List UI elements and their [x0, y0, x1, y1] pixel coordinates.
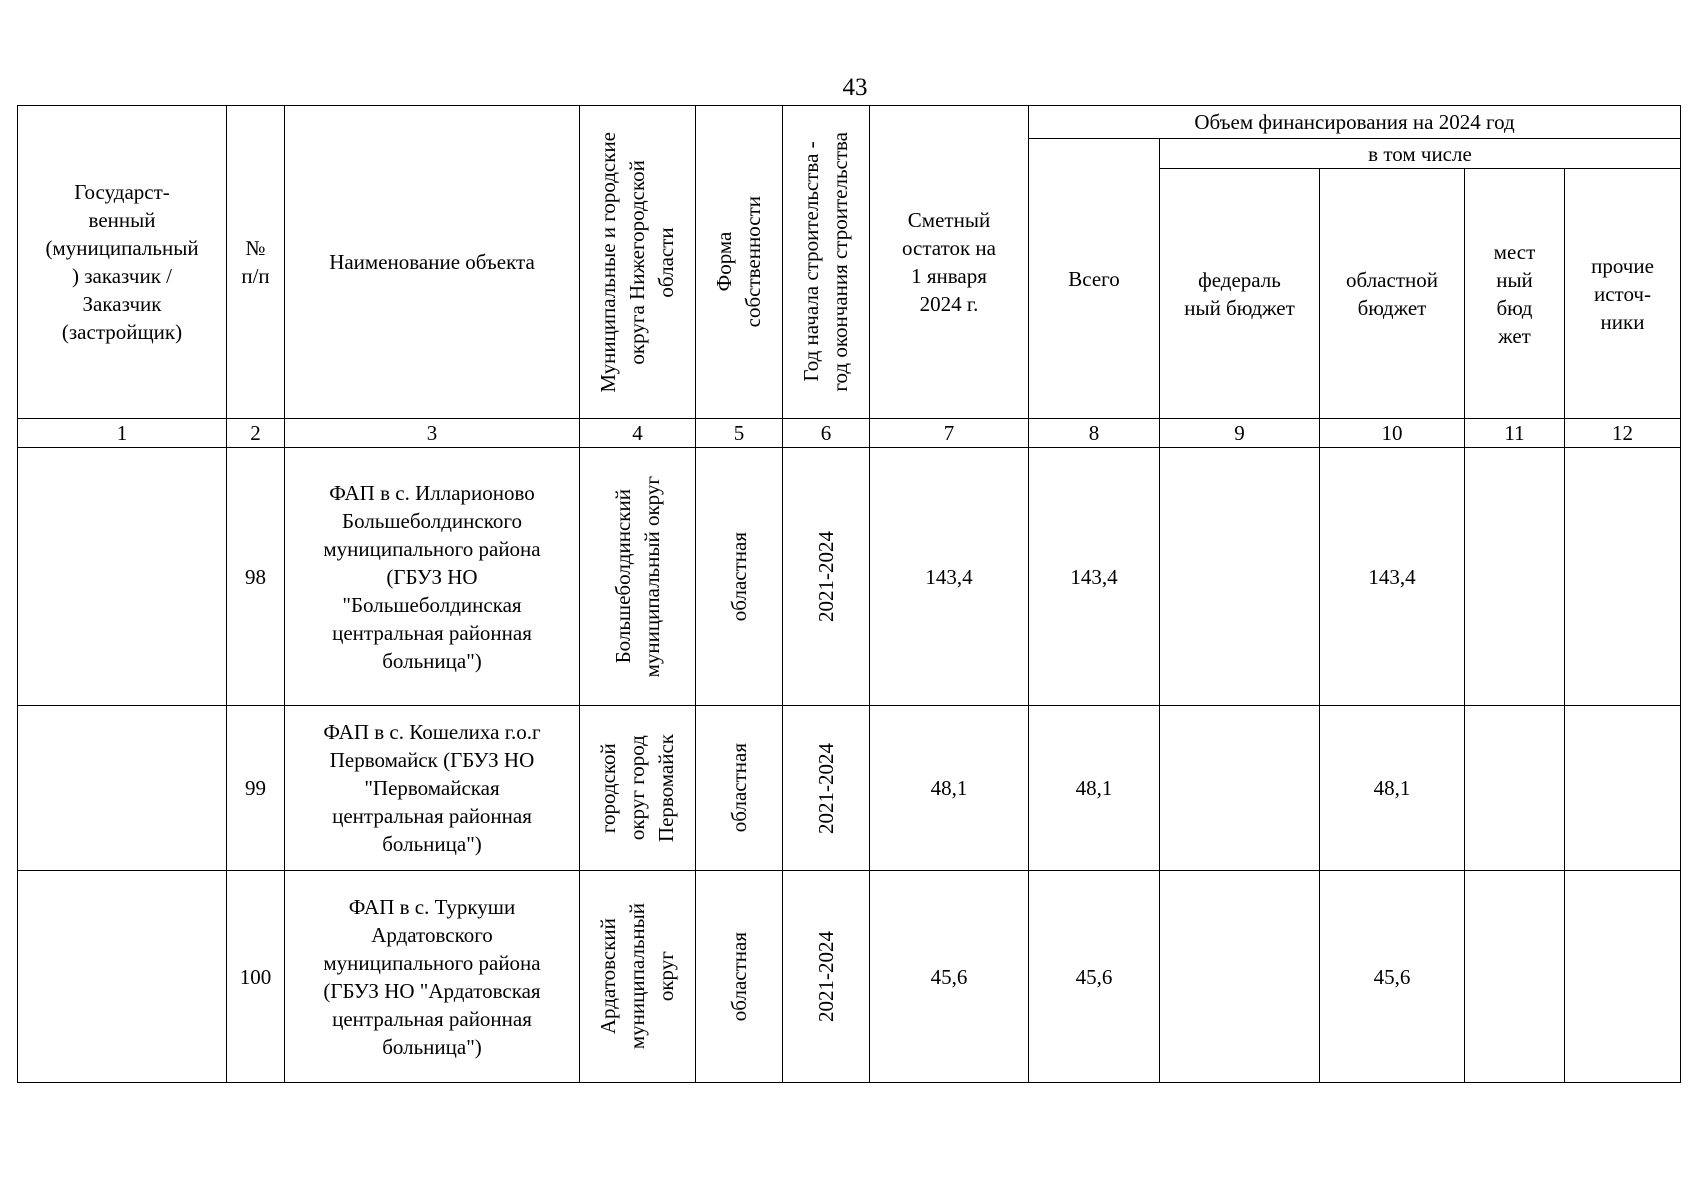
row-number: 100 [227, 871, 285, 1083]
row-customer [18, 706, 227, 871]
row-district: Ардатовский муниципальный округ [580, 871, 696, 1083]
row-federal [1160, 706, 1320, 871]
row-other [1565, 448, 1681, 706]
header-other: прочие источ- ники [1565, 169, 1681, 419]
row-federal [1160, 448, 1320, 706]
row-total: 143,4 [1029, 448, 1160, 706]
row-regional: 48,1 [1320, 706, 1465, 871]
table-row [18, 448, 1681, 706]
column-number: 1 [18, 419, 227, 448]
header-regional: областной бюджет [1320, 169, 1465, 419]
row-ownership: областная [696, 706, 783, 871]
row-ownership: областная [696, 448, 783, 706]
row-number: 98 [227, 448, 285, 706]
table-row [18, 871, 1681, 1083]
page-number: 43 [842, 74, 868, 101]
header-financing-title: Объем финансирования на 2024 год [1029, 106, 1681, 139]
column-number: 12 [1565, 419, 1681, 448]
column-number: 7 [870, 419, 1029, 448]
header-customer: Государст- венный (муниципальный ) заказчик / Заказчик (застройщик) [18, 106, 227, 419]
row-other [1565, 706, 1681, 871]
row-local [1465, 448, 1565, 706]
row-object-name: ФАП в с. Илларионово Большеболдинского муниципального района (ГБУЗ НО "Большеболдинская центральная районная больница") [285, 448, 580, 706]
row-estimate: 45,6 [870, 871, 1029, 1083]
row-years: 2021-2024 [783, 706, 870, 871]
row-total: 48,1 [1029, 706, 1160, 871]
row-object-name: ФАП в с. Туркуши Ардатовского муниципального района (ГБУЗ НО "Ардатовская центральная районная больница") [285, 871, 580, 1083]
row-regional: 45,6 [1320, 871, 1465, 1083]
row-district: Большеболдинский муниципальный округ [580, 448, 696, 706]
row-object-name: ФАП в с. Кошелиха г.о.г Первомайск (ГБУЗ НО "Первомайская центральная районная больница") [285, 706, 580, 871]
row-regional: 143,4 [1320, 448, 1465, 706]
header-district: Муниципальные и городские округа Нижегородской области [580, 106, 696, 419]
row-total: 45,6 [1029, 871, 1160, 1083]
row-customer [18, 448, 227, 706]
column-number: 10 [1320, 419, 1465, 448]
column-numbers-row [18, 419, 1681, 448]
column-number: 3 [285, 419, 580, 448]
row-estimate: 48,1 [870, 706, 1029, 871]
table-row [18, 706, 1681, 871]
header-total: Всего [1029, 139, 1160, 419]
row-customer [18, 871, 227, 1083]
financing-table [17, 105, 1681, 1083]
header-number: № п/п [227, 106, 285, 419]
column-number: 8 [1029, 419, 1160, 448]
header-row-1 [18, 106, 1681, 139]
header-years: Год начала строительства - год окончания строительства [783, 106, 870, 419]
header-federal: федераль ный бюджет [1160, 169, 1320, 419]
header-ownership: Форма собственности [696, 106, 783, 419]
row-district: городской округ город Первомайск [580, 706, 696, 871]
row-estimate: 143,4 [870, 448, 1029, 706]
column-number: 5 [696, 419, 783, 448]
row-number: 99 [227, 706, 285, 871]
column-number: 4 [580, 419, 696, 448]
row-years: 2021-2024 [783, 871, 870, 1083]
row-years: 2021-2024 [783, 448, 870, 706]
row-local [1465, 706, 1565, 871]
column-number: 9 [1160, 419, 1320, 448]
row-other [1565, 871, 1681, 1083]
header-estimate: Сметный остаток на 1 января 2024 г. [870, 106, 1029, 419]
header-local: мест ный бюд жет [1465, 169, 1565, 419]
column-number: 2 [227, 419, 285, 448]
row-ownership: областная [696, 871, 783, 1083]
row-federal [1160, 871, 1320, 1083]
column-number: 11 [1465, 419, 1565, 448]
header-object-name: Наименование объекта [285, 106, 580, 419]
row-local [1465, 871, 1565, 1083]
column-number: 6 [783, 419, 870, 448]
header-including: в том числе [1160, 139, 1681, 169]
